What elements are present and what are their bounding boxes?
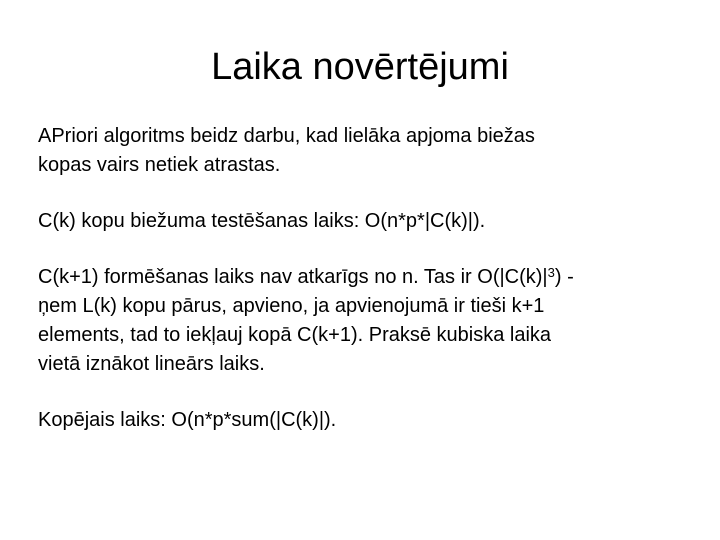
paragraph-line: ņem L(k) kopu pārus, apvieno, ja apvienojumā ir tieši k+1: [38, 295, 545, 317]
exponent: 3: [547, 265, 555, 280]
paragraph-line: vietā iznākot lineārs laiks.: [38, 353, 265, 375]
slide-content: [38, 122, 688, 462]
paragraph-line: elements, tad to iekļauj kopā C(k+1). Praksē kubiska laika: [38, 324, 552, 346]
formula-text: C(k+1) formēšanas laiks nav atkarīgs no n. Tas ir O(|C(k)|: [38, 266, 548, 288]
formula-text-tail: ) -: [554, 266, 574, 288]
paragraph-apriori-termination: [38, 122, 688, 180]
paragraph-candidate-generation-time: [38, 263, 688, 379]
paragraph-line-with-superscript: [38, 263, 688, 292]
paragraph-line: APriori algoritms beidz darbu, kad lielāka apjoma biežas: [38, 125, 535, 147]
paragraph-line: kopas vairs netiek atrastas.: [38, 154, 281, 176]
paragraph-line: C(k) kopu biežuma testēšanas laiks: O(n*p*|C(k)|).: [38, 210, 486, 232]
paragraph-total-time: [38, 406, 688, 435]
paragraph-support-testing-time: [38, 207, 688, 236]
slide-title: Laika novērtējumi: [211, 46, 509, 88]
paragraph-line: Kopējais laiks: O(n*p*sum(|C(k)|).: [38, 409, 337, 431]
